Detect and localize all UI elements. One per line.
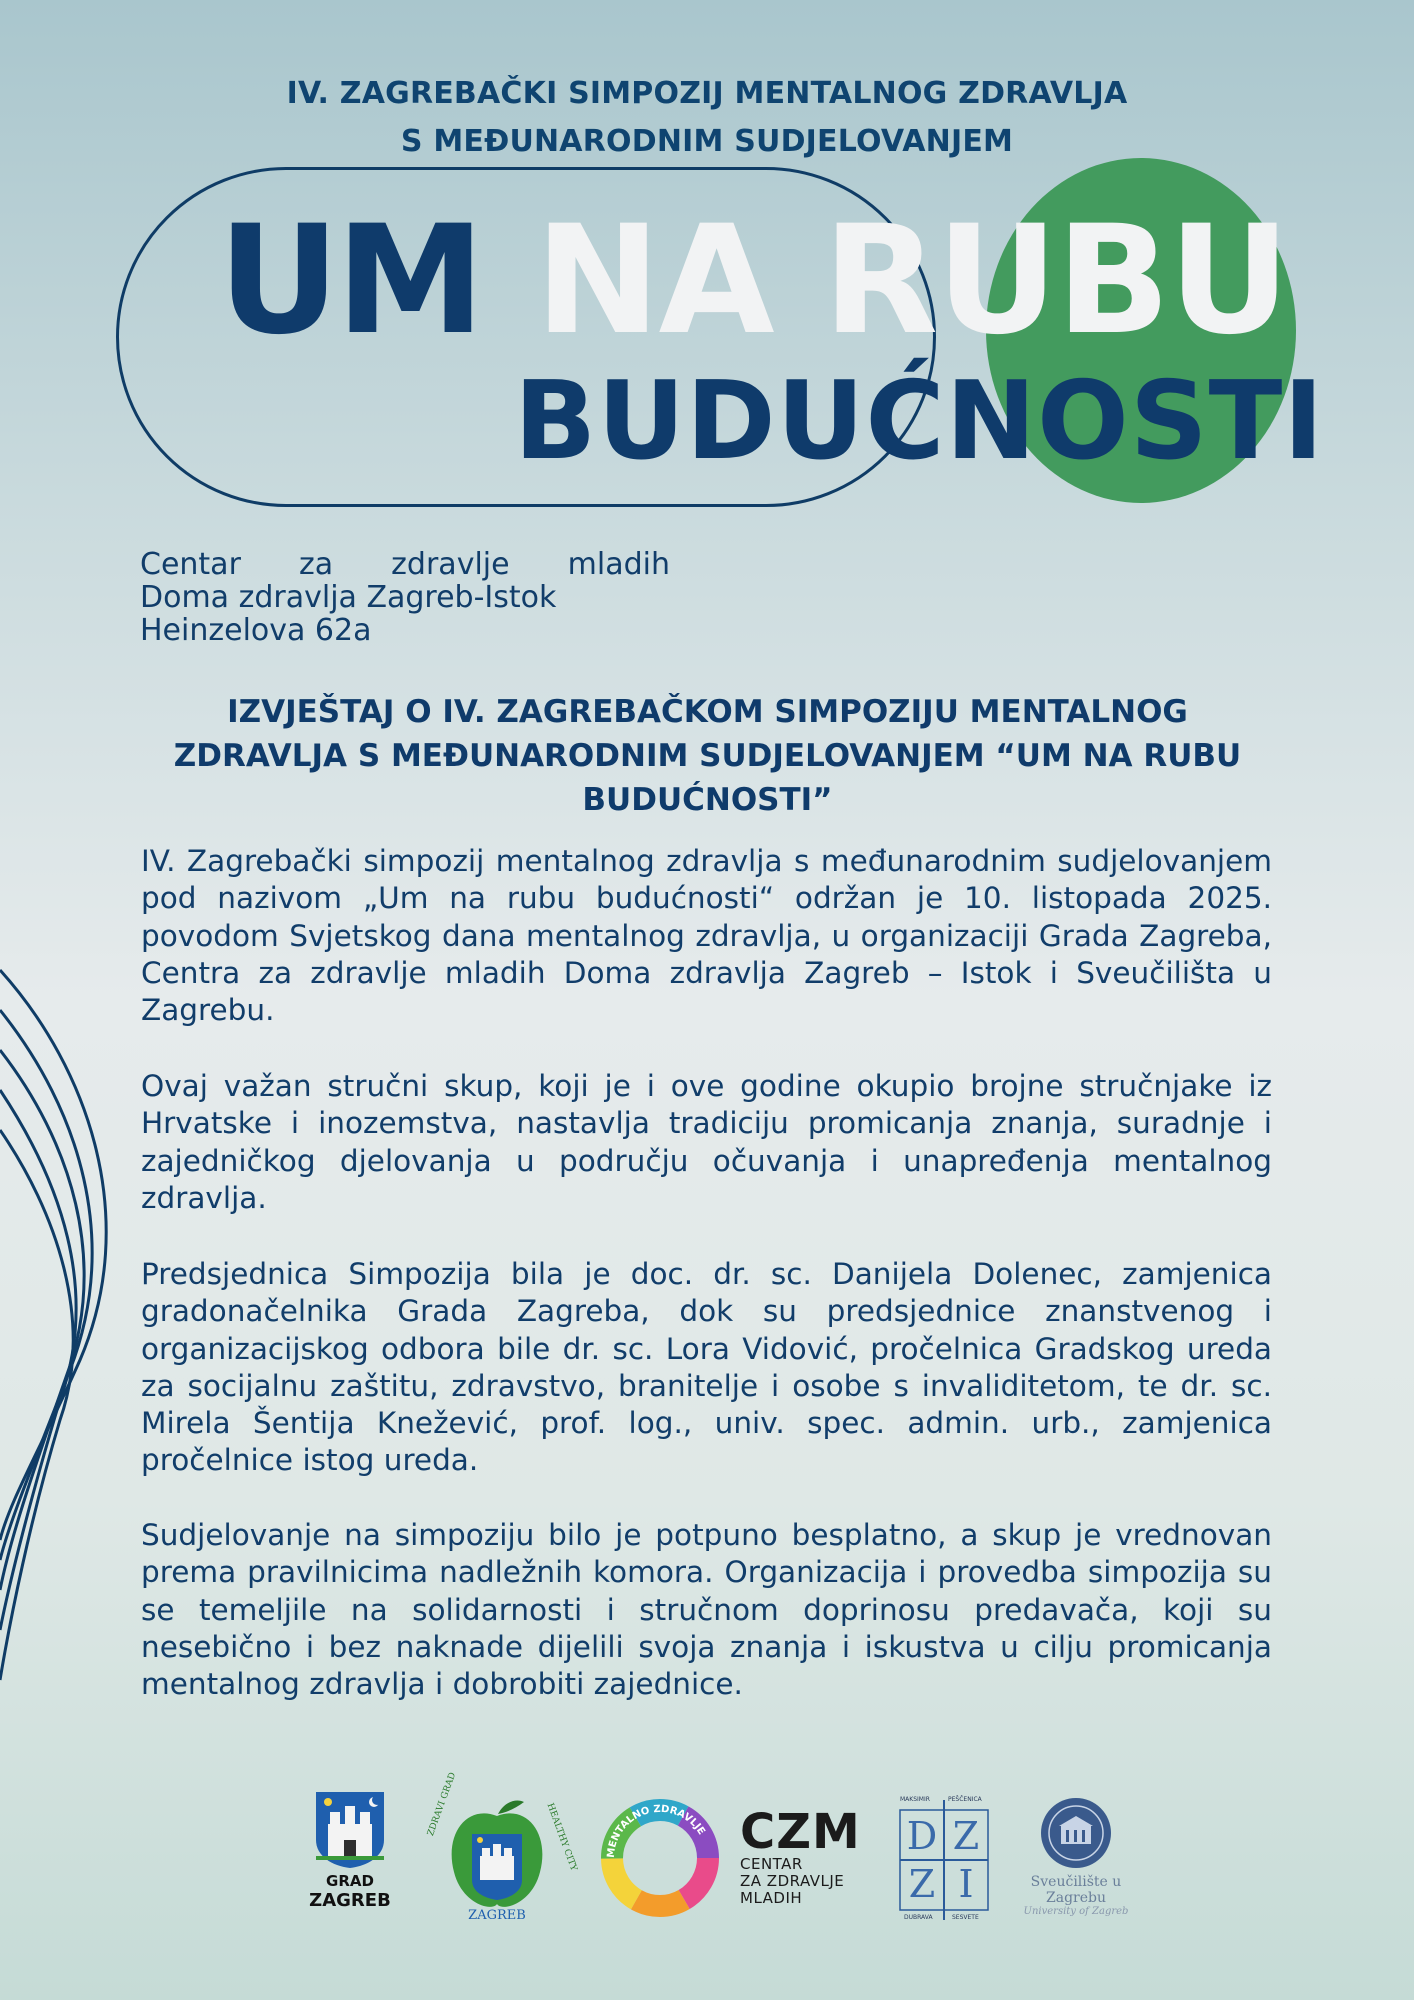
zagreb-coat-of-arms-icon [300, 1790, 400, 1870]
banner-word-buducnosti: BUDUĆNOSTI [514, 359, 1325, 484]
unizg-name-line: Zagrebu [1046, 1890, 1106, 1906]
unizg-english-name: University of Zagreb [1023, 1906, 1129, 1917]
sender-address [140, 548, 670, 647]
dzzi-bottom-right: SESVETE [952, 1914, 979, 1921]
healthy-city-apple-icon [432, 1794, 562, 1924]
czm-line: CENTAR [740, 1855, 803, 1873]
zdravi-grad-logo [426, 1771, 579, 1924]
grad-zagreb-logo [300, 1790, 400, 1925]
body-paragraph: Predsjednica Simpozija bila je doc. dr. sc. Danijela Dolenec, zamjenica gradonačelnika Grada Zagreba, dok su predsjednice znanstvenog i organizacijskog odbora bile dr. sc. Lora Vidović, pročelnica Gradskog ureda za socijalnu zaštitu, zdravstvo, branitelje i osobe s invaliditetom, te dr. sc. Mirela Šentija Knežević, prof. log., univ. spec. admin. urb., zamjenica pročelnice istog ureda. [141, 1257, 1272, 1478]
zdravi-grad-right-arc: HEALTHY CITY [544, 1802, 579, 1873]
dzzi-letter: D [906, 1814, 938, 1858]
symposium-header-line2: S MEĐUNARODNIM SUDJELOVANJEM [400, 124, 1014, 159]
dzzi-bottom-left: DUBRAVA [904, 1914, 933, 1921]
body-paragraph: Ovaj važan stručni skup, koji je i ove godine okupio brojne stručnjake iz Hrvatske i inozemstva, nastavlja tradiciju promicanja znanja, suradnje i zajedničkog djelovanja u području očuvanja i unapređenja mentalnog zdravlja. [141, 1069, 1272, 1215]
dzzi-top-left: MAKSIMIR [900, 1796, 930, 1803]
grad-zagreb-caption-2: ZAGREB [309, 1890, 391, 1911]
dzzi-letter: Z [952, 1814, 980, 1858]
report-title: IZVJEŠTAJ O IV. ZAGREBAČKOM SIMPOZIJU MENTALNOG ZDRAVLJA S MEĐUNARODNIM SUDJELOVANJEM “UM NA RUBU BUDUĆNOSTI” [173, 694, 1242, 818]
dzzi-letter: I [958, 1862, 974, 1906]
address-line: Centar za zdravlje mladih [140, 547, 670, 582]
mental-health-ring-logo [598, 1796, 722, 1920]
czm-line: ZA ZDRAVLJE [740, 1872, 845, 1890]
body-paragraph: IV. Zagrebački simpozij mentalnog zdravlja s međunarodnim sudjelovanjem pod nazivom „Um na rubu budućnosti“ održan je 10. listopada 2025. povodom Svjetskog dana mentalnog zdravlja, u organizaciji Grada Zagreba, Centra za zdravlje mladih Doma zdravlja Zagreb – Istok i Sveučilišta u Zagrebu. [141, 844, 1272, 1028]
zdravi-grad-left-arc: ZDRAVI GRAD [426, 1771, 459, 1838]
rainbow-ring-icon [598, 1796, 722, 1920]
university-seal-icon [1039, 1796, 1113, 1870]
banner-word-um: UM [218, 194, 482, 368]
unizg-name-line: Sveučilište u [1030, 1874, 1122, 1890]
partner-logos [0, 1771, 1414, 1930]
address-line: Heinzelova 62a [140, 613, 372, 648]
address-line: Doma zdravlja Zagreb-Istok [140, 580, 557, 615]
czm-abbreviation: CZM [740, 1804, 861, 1860]
symposium-header-line1: IV. ZAGREBAČKI SIMPOZIJ MENTALNOG ZDRAVLJA [286, 76, 1128, 111]
body-paragraph: Sudjelovanje na simpoziju bilo je potpuno besplatno, a skup je vrednovan prema pravilnicima nadležnih komora. Organizacija i provedba simpozija su se temeljile na solidarnosti i stručnom doprinosu predavača, koji su nesebično i bez naknade dijelili svoja znanja i iskustva u cilju promicanja mentalnog zdravlja i dobrobiti zajednice. [141, 1518, 1272, 1702]
czm-line: MLADIH [740, 1889, 803, 1907]
dom-zdravlja-logo [896, 1796, 992, 1924]
czm-logo [740, 1804, 861, 1918]
ring-text: MENTALNO ZDRAVLJE [605, 1803, 707, 1859]
decorative-wave-lines [0, 940, 140, 1700]
university-zagreb-logo [1016, 1796, 1136, 1924]
banner-word-na-rubu: NA RUBU [535, 194, 1289, 368]
dzzi-top-right: PEŠČENICA [948, 1796, 982, 1803]
zdravi-grad-bottom: ZAGREB [468, 1908, 526, 1923]
dzzi-letter: Z [908, 1862, 936, 1906]
grad-zagreb-caption-1: GRAD [326, 1872, 374, 1890]
